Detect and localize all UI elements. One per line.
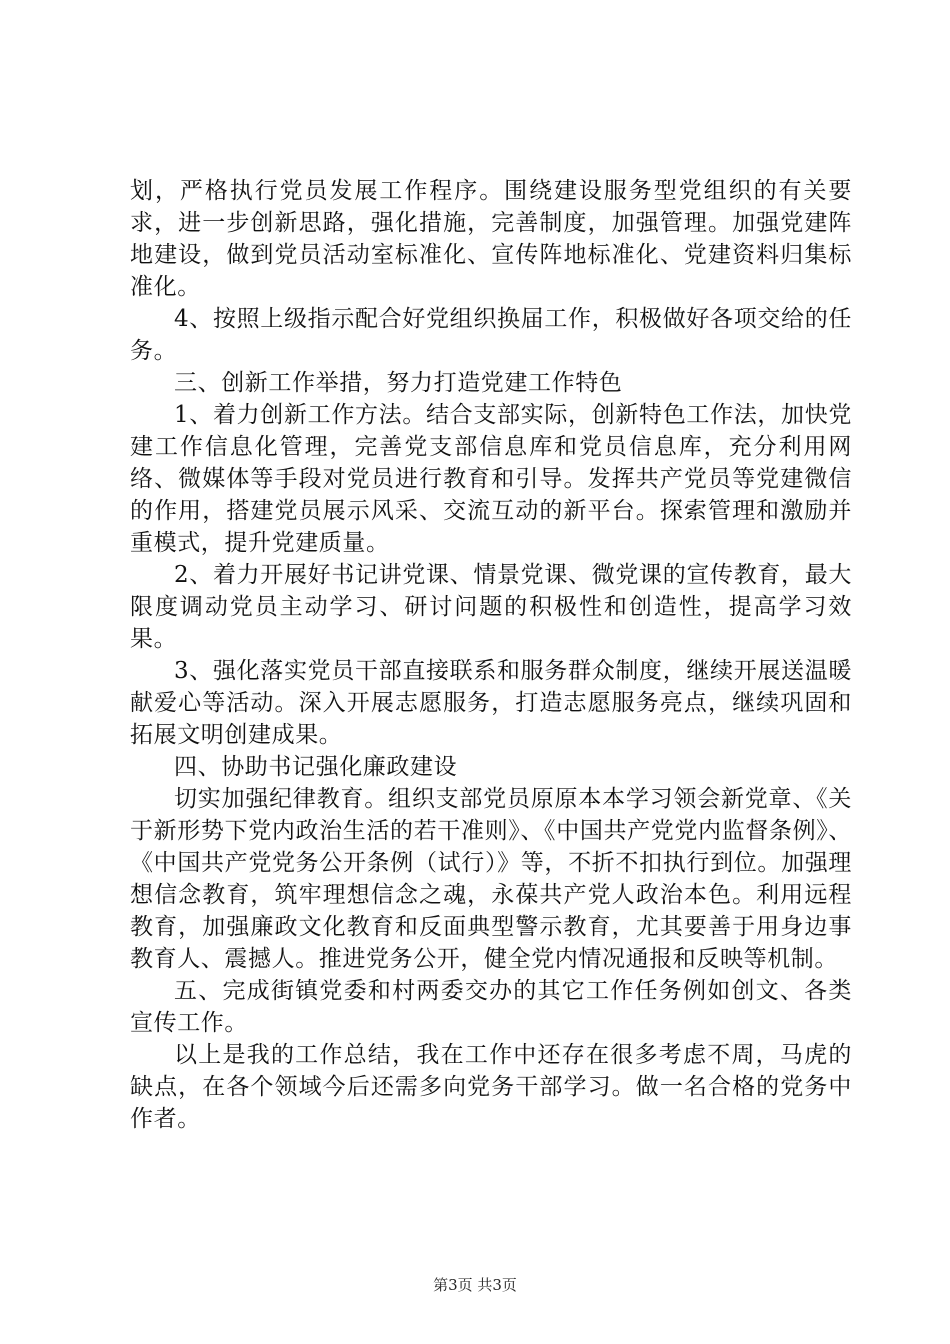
- page-number-footer: 第3页 共3页: [433, 1276, 517, 1294]
- paragraph-continuation: 划，严格执行党员发展工作程序。围绕建设服务型党组织的有关要求，进一步创新思路，强化措施，完善制度，加强管理。加强党建阵地建设，做到党员活动室标准化、宣传阵地标准化、党建资料归集标准化。: [130, 178, 852, 300]
- section-heading-3: 三、创新工作举措，努力打造党建工作特色: [174, 370, 623, 396]
- section-heading-4: 四、协助书记强化廉政建设: [174, 754, 458, 780]
- paragraph-conclusion: 以上是我的工作总结，我在工作中还存在很多考虑不周，马虎的缺点，在各个领域今后还需多向党务干部学习。做一名合格的党务中作者。: [130, 1042, 852, 1132]
- paragraph-discipline: 切实加强纪律教育。组织支部党员原原本本学习领会新党章、《关于新形势下党内政治生活的若干准则》、《中国共产党党内监督条例》、《中国共产党党务公开条例（试行）》等，不折不扣执行到位。加强理想信念教育，筑牢理想信念之魂，永葆共产党人政治本色。利用远程教育，加强廉政文化教育和反面典型警示教育，尤其要善于用身边事教育人、震撼人。推进党务公开，健全党内情况通报和反映等机制。: [130, 786, 852, 972]
- section-heading-5: 五、完成街镇党委和村两委交办的其它工作任务例如创文、各类宣传工作。: [130, 978, 852, 1036]
- paragraph-item-4: 4、按照上级指示配合好党组织换届工作，积极做好各项交给的任务。: [130, 306, 852, 364]
- document-body: [130, 175, 852, 1135]
- paragraph-item-1: 1、着力创新工作方法。结合支部实际，创新特色工作法，加快党建工作信息化管理，完善党支部信息库和党员信息库，充分利用网络、微媒体等手段对党员进行教育和引导。发挥共产党员等党建微信的作用，搭建党员展示风采、交流互动的新平台。探索管理和激励并重模式，提升党建质量。: [130, 402, 852, 556]
- paragraph-item-3: 3、强化落实党员干部直接联系和服务群众制度，继续开展送温暖献爱心等活动。深入开展志愿服务，打造志愿服务亮点，继续巩固和拓展文明创建成果。: [130, 658, 852, 748]
- paragraph-item-2: 2、着力开展好书记讲党课、情景党课、微党课的宣传教育，最大限度调动党员主动学习、研讨问题的积极性和创造性，提高学习效果。: [130, 562, 852, 652]
